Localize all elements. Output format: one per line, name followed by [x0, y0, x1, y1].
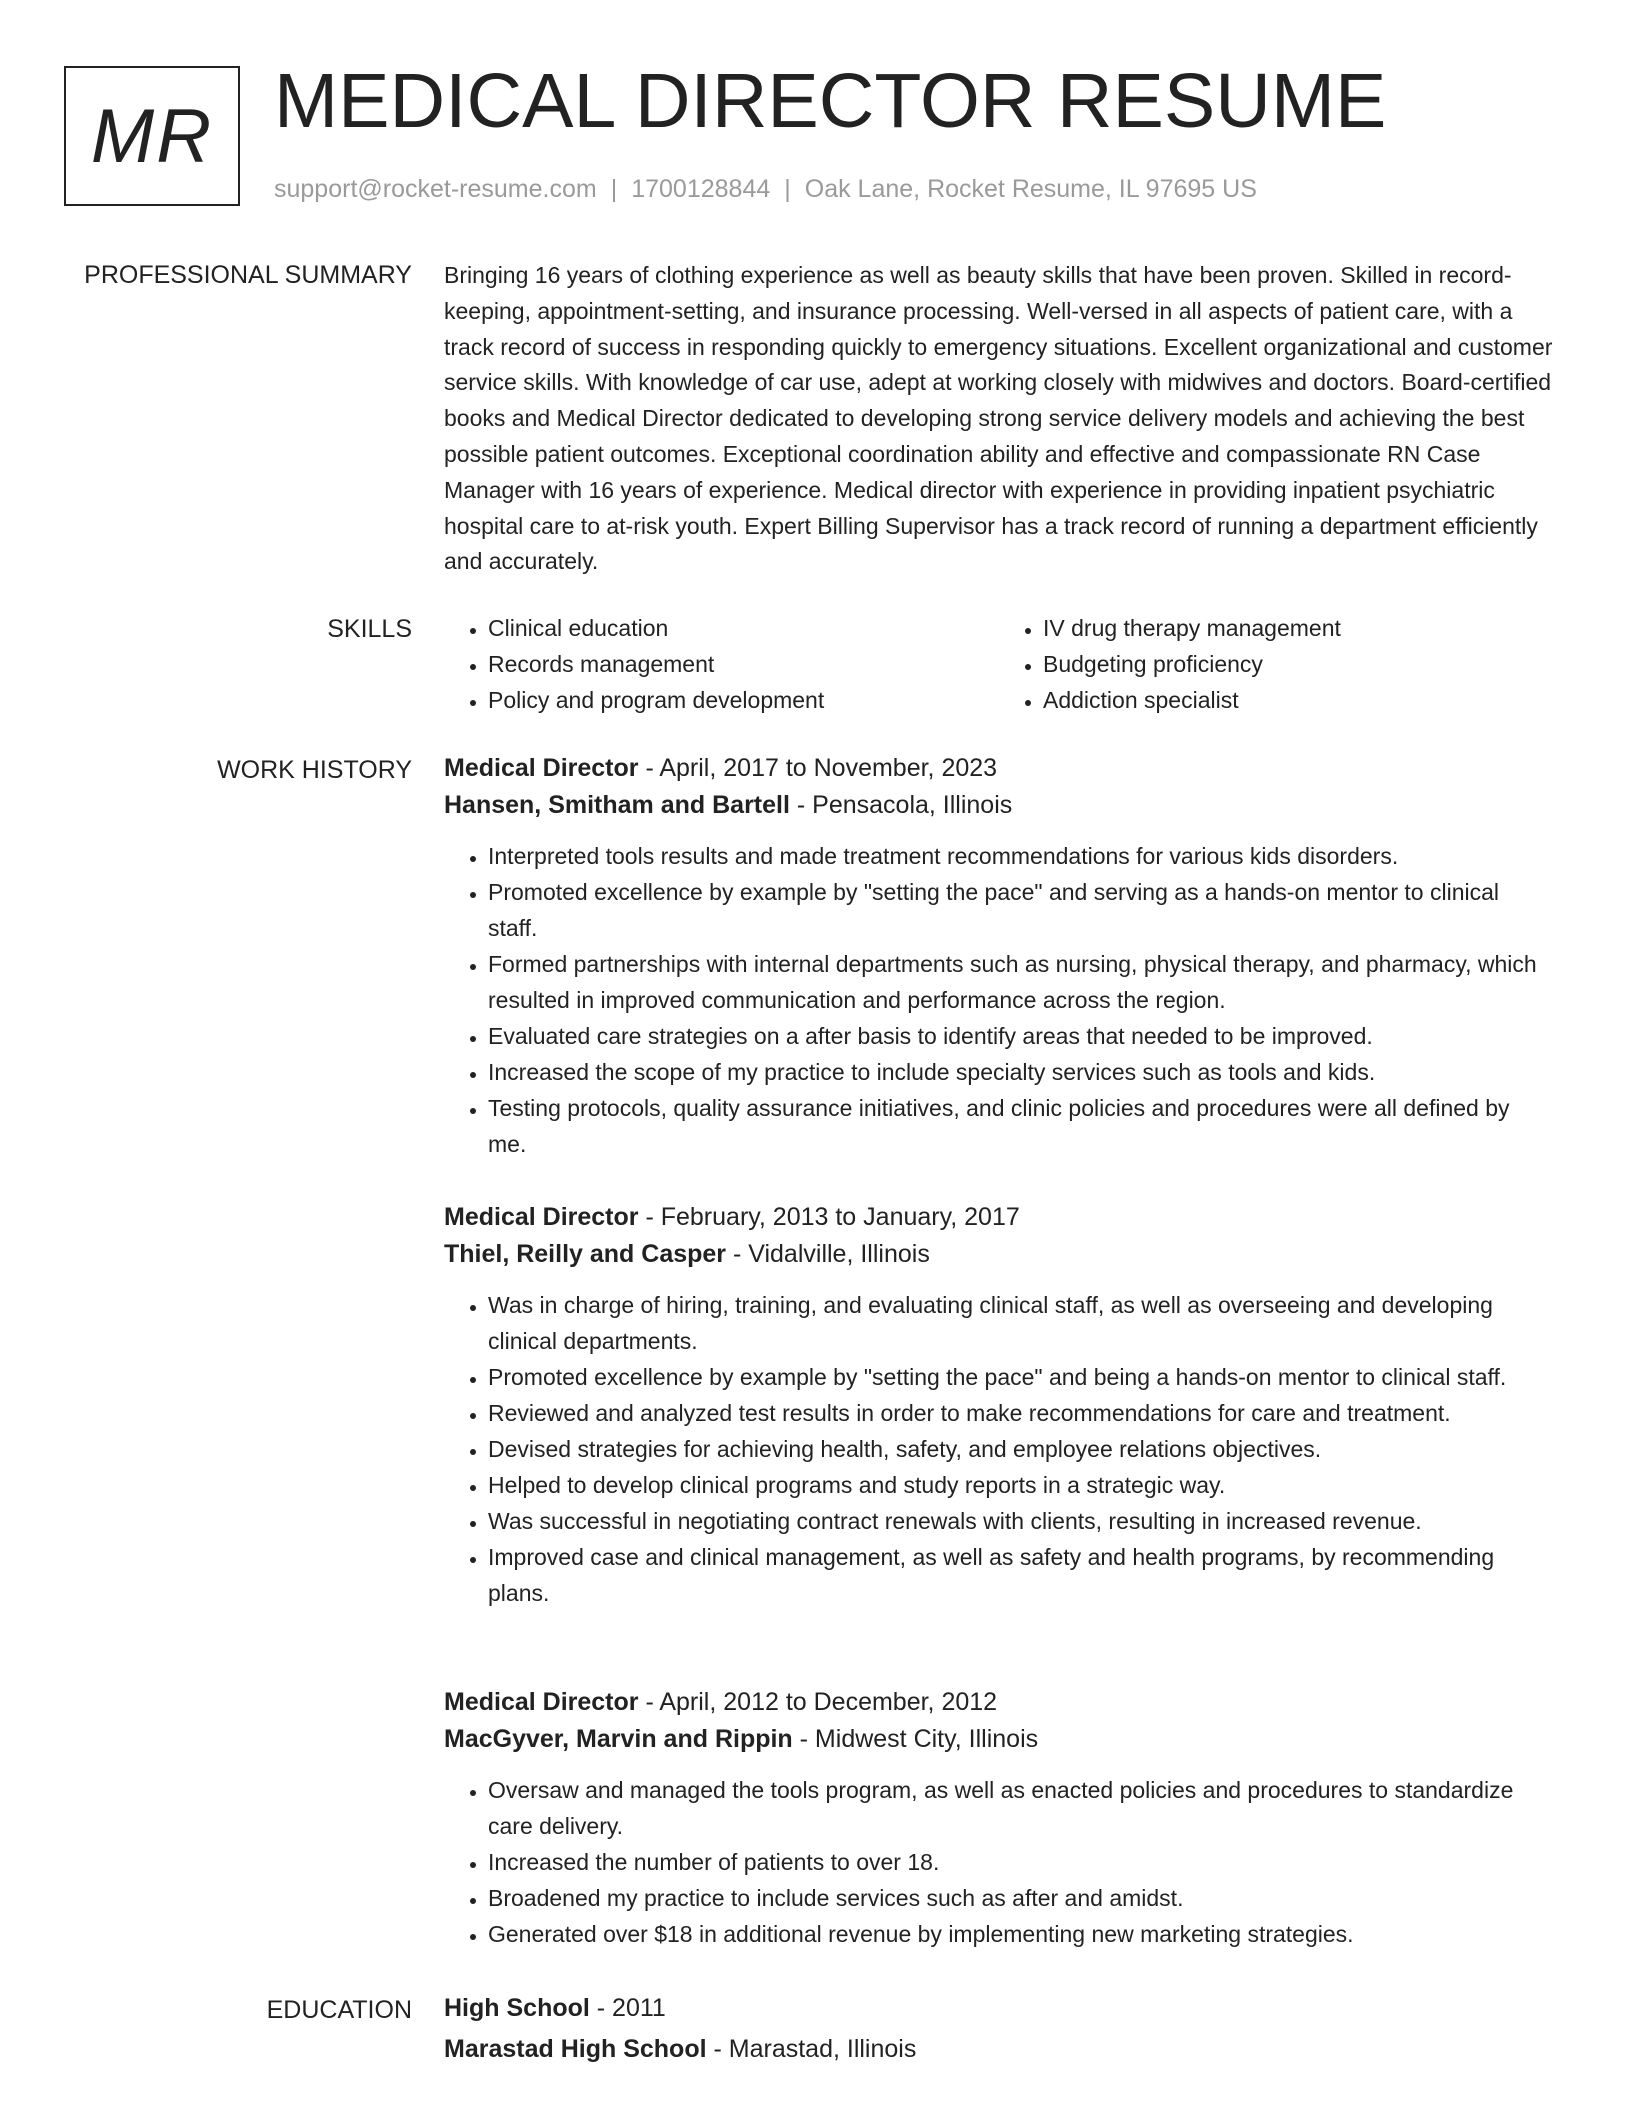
job-bullet: • Generated over $18 in additional revenue by implementing new marketing strategies. — [488, 1916, 1554, 1952]
job-bullets — [444, 838, 1554, 1162]
job-company-line — [444, 1721, 1554, 1758]
job-bullet: • Testing protocols, quality assurance initiatives, and clinic policies and procedures were all defined by me. — [488, 1090, 1554, 1162]
job-bullets — [444, 1287, 1554, 1611]
education-degree-line — [444, 1990, 1554, 2027]
job-bullet: • Reviewed and analyzed test results in order to make recommendations for care and treatment. — [488, 1395, 1554, 1431]
job-bullet: • Increased the number of patients to over 18. — [488, 1844, 1554, 1880]
job-location: - Vidalville, Illinois — [726, 1240, 930, 1268]
job-company: Hansen, Smitham and Bartell — [444, 791, 790, 819]
job-title-line — [444, 1199, 1554, 1236]
skills-list-left — [444, 610, 999, 718]
contact-line — [274, 174, 1257, 204]
job-bullet: • Broadened my practice to include services such as after and amidst. — [488, 1880, 1554, 1916]
education-degree: High School — [444, 1994, 590, 2022]
contact-email: support@rocket-resume.com — [274, 175, 597, 203]
education-entry — [444, 1990, 1554, 2068]
job-bullet: • Oversaw and managed the tools program, as well as enacted policies and procedures to standardize care delivery. — [488, 1772, 1554, 1844]
job-company: Thiel, Reilly and Casper — [444, 1240, 727, 1268]
job-bullets — [444, 1772, 1554, 1952]
job-bullet: • Was in charge of hiring, training, and evaluating clinical staff, as well as overseeing and developing clinical departments. — [488, 1287, 1554, 1359]
skills-section — [444, 610, 1554, 718]
job-title: Medical Director — [444, 1203, 639, 1231]
summary-text: Bringing 16 years of clothing experience as well as beauty skills that have been proven. Skilled in record-keeping, appointment-setting, and insurance processing. Well-versed in all aspects of patient care, with a track record of success in responding quickly to emergency situations. Excellent organizational and customer service skills. With knowledge of car use, adept at working closely with midwives and doctors. Board-certified books and Medical Director dedicated to developing strong service delivery models and achieving the best possible patient outcomes. Exceptional coordination ability and effective and compassionate RN Case Manager with 16 years of experience. Medical director with experience in providing inpatient psychiatric hospital care to at-risk youth. Expert Billing Supervisor has a track record of running a department efficiently and accurately. — [444, 262, 1553, 575]
contact-separator: | — [784, 175, 791, 203]
education-year: - 2011 — [589, 1994, 666, 2022]
summary-heading: PROFESSIONAL SUMMARY — [84, 261, 412, 289]
job-dates: - April, 2012 to December, 2012 — [638, 1688, 998, 1716]
job-location: - Midwest City, Illinois — [792, 1725, 1039, 1753]
job-title: Medical Director — [444, 754, 639, 782]
education-school-line — [444, 2031, 1554, 2068]
job-title-line — [444, 750, 1554, 787]
page-title: MEDICAL DIRECTOR RESUME — [274, 58, 1387, 144]
skill-item: • Records management — [488, 646, 999, 682]
job-location: - Pensacola, Illinois — [789, 791, 1013, 819]
job-bullet: • Was successful in negotiating contract renewals with clients, resulting in increased revenue. — [488, 1503, 1554, 1539]
skills-heading: SKILLS — [327, 615, 412, 643]
education-location: - Marastad, Illinois — [706, 2035, 917, 2063]
education-heading: EDUCATION — [266, 1996, 412, 2024]
job-entry — [444, 1684, 1554, 1952]
job-bullet: • Devised strategies for achieving health, safety, and employee relations objectives. — [488, 1431, 1554, 1467]
job-bullet: • Helped to develop clinical programs and study reports in a strategic way. — [488, 1467, 1554, 1503]
job-bullet: • Formed partnerships with internal departments such as nursing, physical therapy, and pharmacy, which resulted in improved communication and performance across the region. — [488, 946, 1554, 1018]
job-company-line — [444, 1236, 1554, 1273]
job-title: Medical Director — [444, 1688, 639, 1716]
job-dates: - April, 2017 to November, 2023 — [638, 754, 998, 782]
job-company: MacGyver, Marvin and Rippin — [444, 1725, 793, 1753]
contact-separator: | — [610, 175, 618, 203]
job-bullet: • Interpreted tools results and made treatment recommendations for various kids disorders. — [488, 838, 1554, 874]
summary-section — [444, 258, 1554, 580]
job-bullet: • Evaluated care strategies on a after basis to identify areas that needed to be improved. — [488, 1018, 1554, 1054]
job-bullet: • Promoted excellence by example by "setting the pace" and serving as a hands-on mentor to clinical staff. — [488, 874, 1554, 946]
job-bullet: • Improved case and clinical management, as well as safety and health programs, by recommending plans. — [488, 1539, 1554, 1611]
education-school: Marastad High School — [444, 2035, 707, 2063]
job-bullet: • Increased the scope of my practice to include specialty services such as tools and kids. — [488, 1054, 1554, 1090]
skill-item: • Addiction specialist — [1043, 682, 1554, 718]
monogram-logo: MR — [64, 66, 240, 206]
skill-item: • Clinical education — [488, 610, 999, 646]
job-bullet: • Promoted excellence by example by "setting the pace" and being a hands-on mentor to clinical staff. — [488, 1359, 1554, 1395]
skill-item: • Budgeting proficiency — [1043, 646, 1554, 682]
contact-address: Oak Lane, Rocket Resume, IL 97695 US — [804, 175, 1257, 203]
job-entry — [444, 750, 1554, 1162]
job-title-line — [444, 1684, 1554, 1721]
contact-phone: 1700128844 — [631, 175, 771, 203]
skill-item: • Policy and program development — [488, 682, 999, 718]
skills-list-right — [999, 610, 1554, 718]
work-history-heading: WORK HISTORY — [217, 756, 412, 784]
skill-item: • IV drug therapy management — [1043, 610, 1554, 646]
job-company-line — [444, 787, 1554, 824]
job-entry — [444, 1199, 1554, 1611]
job-dates: - February, 2013 to January, 2017 — [638, 1203, 1020, 1231]
